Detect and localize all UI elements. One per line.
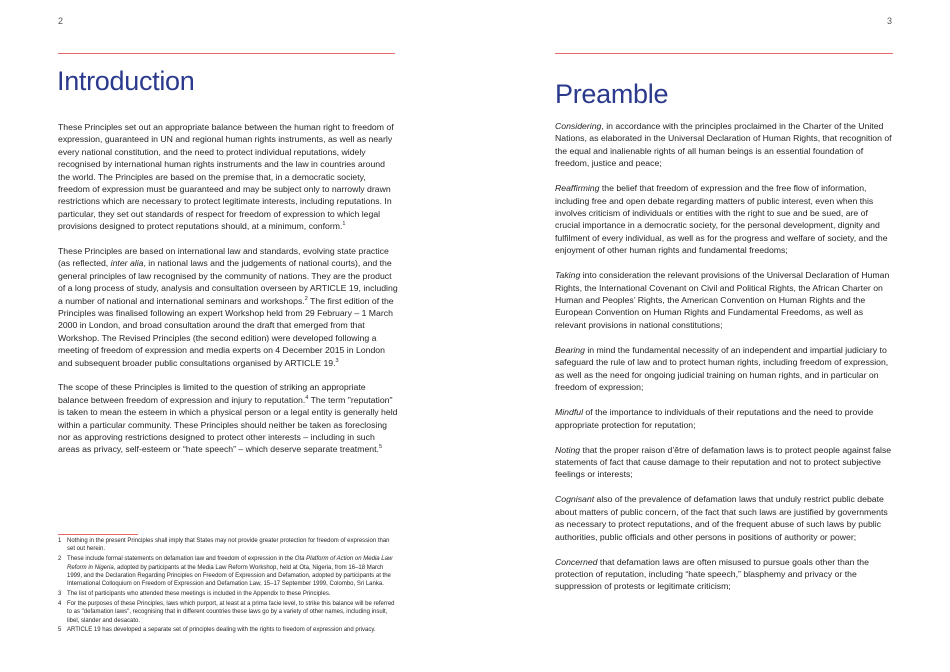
footnote: 5 ARTICLE 19 has developed a separate set of principles dealing with the rights to freedom of expression and privacy. — [58, 627, 376, 634]
right-page — [475, 0, 950, 672]
preamble-title: Preamble — [555, 79, 669, 109]
preamble-clause: Reaffirming the belief that freedom of expression and the free flow of information, including free and open debate regarding matters of public interest, even when this involves criticism of individuals or entities with the right to sue and be sued, are of crucial importance in a democratic society, for the personal development, dignity and fulfilment of every individual, as well as for the progress and welfare of society, and the enjoyment of other human rights and fundamental freedoms; — [555, 183, 888, 256]
footnote-rule — [58, 534, 138, 535]
preamble-clause: Cognisant also of the prevalence of defamation laws that unduly restrict public debate about matters of public concern, of the fact that such laws are justified by governments as necessary to protect reputations, and of the frequent abuse of such laws by public authorities, public officials and other persons in positions of authority or power; — [555, 494, 888, 542]
footnote: 4 For the purposes of these Principles, laws which purport, at least at a prima facie level, to strike this balance will be referred to as "defamation laws", recognising that in different countries these laws go by a variety of other names, including insult, libel, slander and desacato. — [58, 600, 395, 624]
preamble-clause: Noting that the proper raison d’être of defamation laws is to protect people against false statements of fact that cause damage to their reputation and not to protect subjective feelings or interests; — [555, 444, 892, 480]
introduction-title: Introduction — [57, 66, 195, 96]
footnote-ref-3: 3 — [335, 357, 339, 364]
intro-paragraph-3: The scope of these Principles is limited to the question of striking an appropriate balance between freedom of expression and injury to reputation.$^4$ The term "reputation" is taken to mean the esteem in which a physical person or a legal entity is generally held within a particular community. These Principles should neither be taken as foreclosing nor as approving restrictions designed to protect other interests – including in such areas as privacy, self-esteem or “hate speech” – which deserve separate treatment.$^5$ — [58, 382, 398, 455]
preamble-clause: Taking into consideration the relevant provisions of the Universal Declaration of Human Rights, the International Covenant on Civil and Political Rights, the African Charter on Human and Peoples’ Rights, the American Convention on Human Rights and the European Convention on Human Rights and Fundamental Freedoms, as well as relevant provisions in national constitutions; — [555, 270, 890, 330]
header-rule-left — [58, 53, 395, 54]
preamble-clause: Bearing in mind the fundamental necessity of an independent and impartial judiciary to safeguard the rule of law and to protect human rights, including freedom of expression, as well as the need for ongoing judicial training on human rights, and in particular on freedom of expression; — [555, 344, 889, 393]
footnote-ref-5: 5 — [378, 444, 383, 451]
header-rule-right — [555, 53, 893, 54]
page-number-left: 2 — [58, 16, 64, 26]
footnotes — [58, 537, 398, 636]
footnote: 2 These include formal statements on defamation law and freedom of expression in the Ota Platform of Action on Media Law Reform in Nigeria, adopted by participants at the Media Law Reform Workshop, held at Ota, Nigeria, from 16–18 March 1999, and the Declaration Regarding Principles on Freedom of Expression and Defamation, adopted by participants at the International Colloquium on Freedom of Expression and Defamation Law, 15–17 September 1999, Colombo, Sri Lanka. — [58, 556, 393, 588]
footnote: 3 The list of participants who attended these meetings is included in the Appendix to these Principles. — [58, 591, 331, 598]
footnote: 1 Nothing in the present Principles shall imply that States may not provide greater protection for freedom of expression than set out herein. — [58, 538, 390, 553]
preamble-clause: Considering, in accordance with the principles proclaimed in the Charter of the United Nations, as elaborated in the Universal Declaration of Human Rights, that recognition of the equal and inalienable rights of all human beings is an essential foundation of freedom, justice and peace; — [555, 121, 892, 169]
introduction-body — [58, 121, 398, 468]
intro-paragraph-2: These Principles are based on international law and standards, evolving state practice (as reflected, inter alia, in national laws and the judgements of national courts), and the general principles of law recognised by the community of nations. They are the product of a long process of study, analysis and consultation overseen by ARTICLE 19, including a number of national and international seminars and workshops.$^2$ The first edition of the Principles was finalised following an expert Workshop held from 29 February – 1 March 2000 in London, and broad consultation around the draft that emerged from that Workshop. The Revised Principles (the second edition) were developed following a meeting of freedom of expression and media experts on 4 December 2015 in London and subsequent broader public consultations organised by ARTICLE 19.$^3$ — [58, 245, 398, 368]
preamble-clause: Mindful of the importance to individuals of their reputations and the need to provide appropriate protection for reputation; — [555, 407, 874, 430]
page-number-right: 3 — [886, 16, 892, 26]
intro-paragraph-1: These Principles set out an appropriate balance between the human right to freedom of expression, guaranteed in UN and regional human rights instruments, as well as nearly every national constitution, and the need to protect individual reputations, widely recognised by international human rights instruments and the law in countries around the world. The Principles are based on the premise that, in a democratic society, freedom of expression must be guaranteed and may be subject only to narrowly drawn restrictions which are necessary to protect legitimate interests, including reputations. In particular, they set out standards of respect for freedom of expression to which legal provisions designed to protect reputations should, at a minimum, conform.$^1$ — [58, 122, 394, 232]
footnote-ref-2: 2 — [304, 295, 308, 302]
footnote-ref-1: 1 — [342, 221, 346, 228]
footnote-ref-4: 4 — [305, 394, 309, 401]
preamble-body — [555, 120, 895, 605]
preamble-clause: Concerned that defamation laws are often misused to pursue goals other than the protection of reputation, including “hate speech,” blasphemy and privacy or the suppression of protests or legitimate criticism; — [555, 556, 869, 592]
